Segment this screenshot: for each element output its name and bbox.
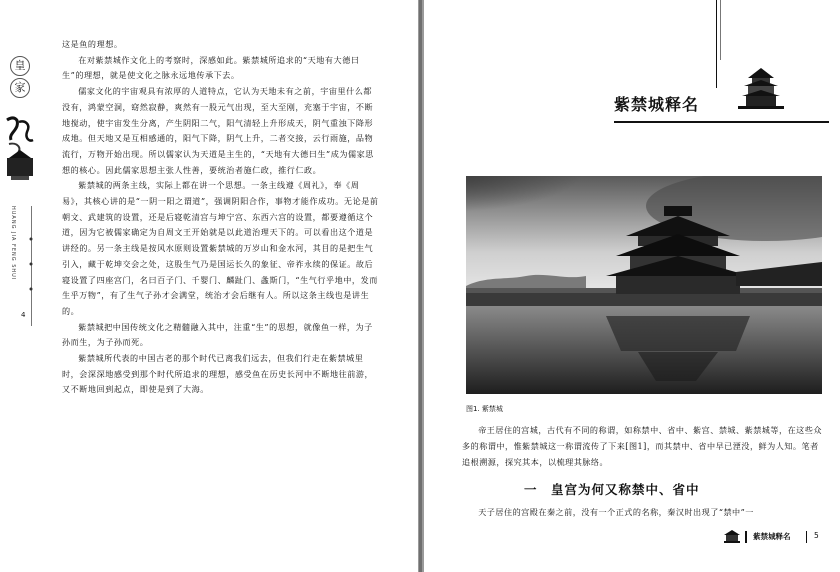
sidebar-ornament: [28, 234, 34, 304]
running-footer: [724, 529, 834, 545]
left-sidebar: [0, 56, 36, 281]
paragraph: 紫禁城的两条主线，实际上都在讲一个思想。一条主线遵《周礼》，奉《周易》，其核心讲的是“一阴一阳之谓道”，强调阴阳合作，事物才能作成功。无论是前朝文、武建筑的设置，还是后寝乾清宫与坤宁宫、东西六宫的设置，都要遵循这个道，因为它被儒家确定为自周文王开始就是以此道治理天下的。可以看出这个道是讲经的。另一条主线是按风水原则设置紫禁城的万岁山和金水河，其目的是把生气引入，藏于乾坤交会之处，这股生气乃是国运长久的象征、帝祚永续的保证。故后寝设置了四座宫门，名曰百子门、千婴门、麟趾门、螽斯门，“生气行乎地中，发而生乎万物”，有了生气子孙才会满堂，统治才会后继有人。所以这条主线也是讲生的。: [62, 180, 379, 316]
forbidden-city-photo: [466, 176, 822, 394]
series-title: [6, 56, 34, 100]
paragraph: 这是鱼的理想。: [62, 39, 123, 49]
left-page-number: 4: [21, 311, 26, 319]
palace-roof-icon: [724, 530, 740, 543]
footer-bar: [745, 531, 747, 543]
chapter-header: [614, 84, 839, 124]
paragraph: 在对紫禁城作文化上的考察时，深感如此。紫禁城所追求的“天地有大德曰生”的理想，就是使文化之脉永远地传承下去。: [62, 54, 360, 81]
paragraph: 紫禁城把中国传统文化之精髓融入其中，注重“生”的思想，就像鱼一样，为子孙而生，为子孙而死。: [62, 321, 373, 348]
footer-separator: [806, 531, 807, 543]
series-title-char-1: 皇: [10, 56, 30, 76]
paragraph: 儒家文化的宇宙观具有浓厚的人道特点，它认为天地未有之前，宇宙里什么都没有，鸿蒙空洞，窈然寂静，爽然有一股元气出现，至大至刚，充塞于宇宙，不断地搅动，使宇宙发生分离，产生阴阳二气，阳气清轻上升形成天，阴气重浊下降形成地。但天地又是互相感通的，阳气下降，阴气上升，二者交接，云行雨施，品物流行，万物开始出现。所以儒家认为天道是主生的，“天地有大德曰生”成为儒家思想的核心。因此儒家思想主张人性善，要统治者施仁政，推行仁政。: [62, 86, 374, 175]
book-gutter-shadow: [419, 0, 422, 572]
footer-chapter-label: 紫禁城释名: [753, 532, 791, 541]
calligraphy-brush-emblem: [3, 114, 37, 184]
series-title-char-2: 家: [10, 78, 30, 98]
paragraph: 天子居住的宫殿在秦之前，没有一个正式的名称，秦汉时出现了“禁中”一: [478, 507, 754, 517]
paragraph: 帝王居住的宫城，古代有不同的称谓，如称禁中、省中、紫宫、禁城、紫禁城等，在这些众多的称谓中，惟紫禁城这一称谓流传了下来[图1]，而其禁中、省中早已湮没，鲜为人知。笔者追根溯源，探究其本，以梳理其脉络。: [462, 425, 822, 467]
section-heading: 一 皇宫为何又称禁中、省中: [524, 482, 700, 497]
decorative-rule: [716, 0, 717, 88]
section-text: [462, 504, 822, 520]
palace-tower-icon: [734, 64, 789, 109]
series-pinyin: [10, 206, 26, 321]
figure-caption: 图1. 紫禁城: [466, 405, 503, 413]
left-page: [0, 0, 418, 572]
chapter-title-rule: [614, 121, 829, 123]
decorative-rule: [720, 0, 721, 60]
paragraph: 紫禁城所代表的中国古老的那个时代已离我们远去，但我们行走在紫禁城里时，会深深地感受到那个时代所追求的理想，感受鱼在历史长河中不断地往前游，又不断地回到起点，即使是到了大海。: [62, 353, 374, 395]
chapter-title: 紫禁城释名: [614, 95, 700, 114]
right-page-number: 5: [814, 531, 819, 540]
left-body-text: [62, 37, 380, 398]
intro-text: [462, 422, 822, 470]
right-page: [424, 0, 840, 572]
series-pinyin-text: HUANG JIA FENG SHUI: [10, 206, 16, 281]
